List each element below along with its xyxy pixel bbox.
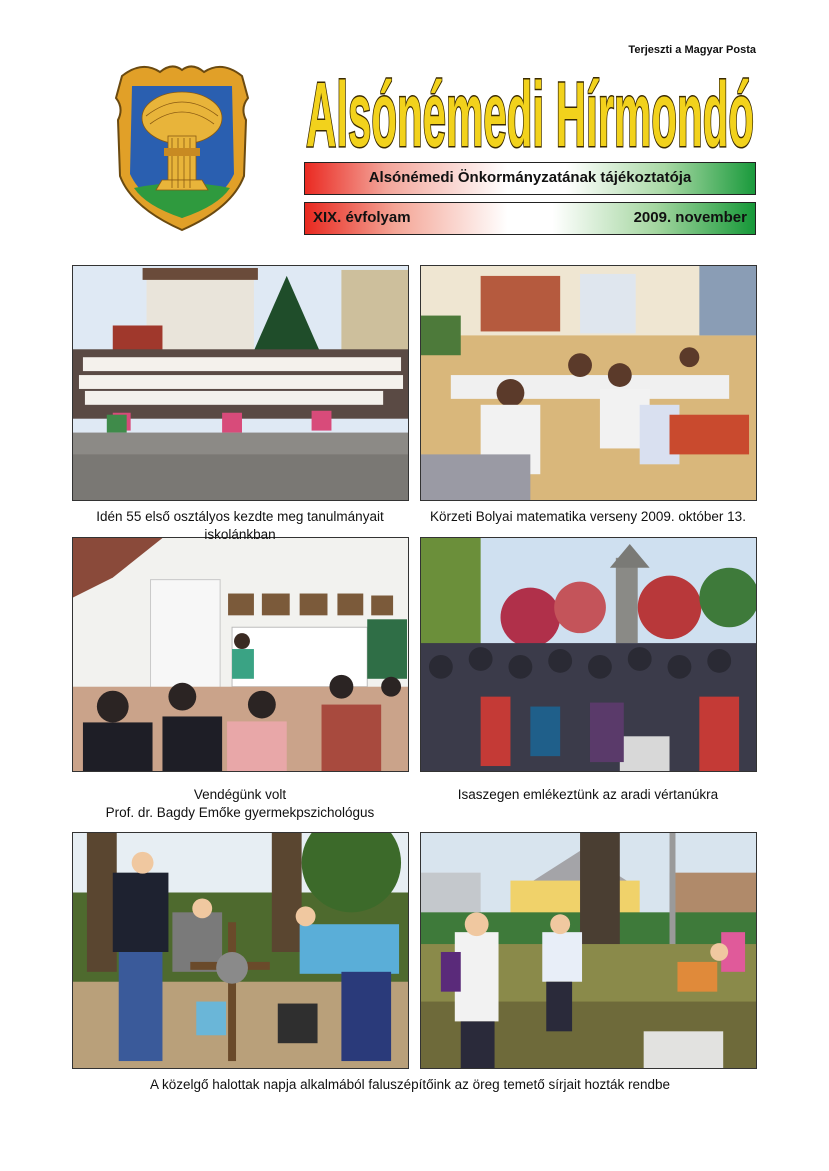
municipal-coat-of-arms xyxy=(112,58,252,234)
subtitle-band xyxy=(304,162,756,195)
caption-first-graders: Idén 55 első osztályos kezdte meg tanulmányait iskolánkban xyxy=(96,509,384,542)
caption-cemetery-cleanup: A közelgő halottak napja alkalmából faluszépítőink az öreg temető sírjait hozták rendbe xyxy=(149,1077,671,1092)
subtitle-text: Alsónémedi Önkormányzatának tájékoztatója xyxy=(368,169,692,186)
caption-math-competition: Körzeti Bolyai matematika verseny 2009. október 13. xyxy=(430,509,746,524)
photo-math-competition xyxy=(420,265,757,501)
photo-cemetery-cleanup-1 xyxy=(72,832,409,1069)
distributor-note: Terjeszti a Magyar Posta xyxy=(628,44,756,56)
caption-isaszeg: Isaszegen emlékeztünk az aradi vértanúkra xyxy=(457,787,719,802)
photo-guest-lecture xyxy=(72,537,409,772)
issue-band xyxy=(304,202,756,235)
newspaper-title-text: Alsónémedi Hírmondó xyxy=(306,64,754,162)
photo-cemetery-cleanup-2 xyxy=(420,832,757,1069)
photo-first-graders xyxy=(72,265,409,501)
caption-guest-lecture xyxy=(60,786,420,822)
caption-guest-line2: Prof. dr. Bagdy Emőke gyermekpszichológus xyxy=(105,805,375,820)
volume-label: XIX. évfolyam xyxy=(313,209,411,226)
newspaper-title xyxy=(302,58,758,162)
issue-date: 2009. november xyxy=(633,209,747,226)
caption-guest-line1: Vendégünk volt xyxy=(193,787,287,802)
photo-isaszeg-commemoration xyxy=(420,537,757,772)
